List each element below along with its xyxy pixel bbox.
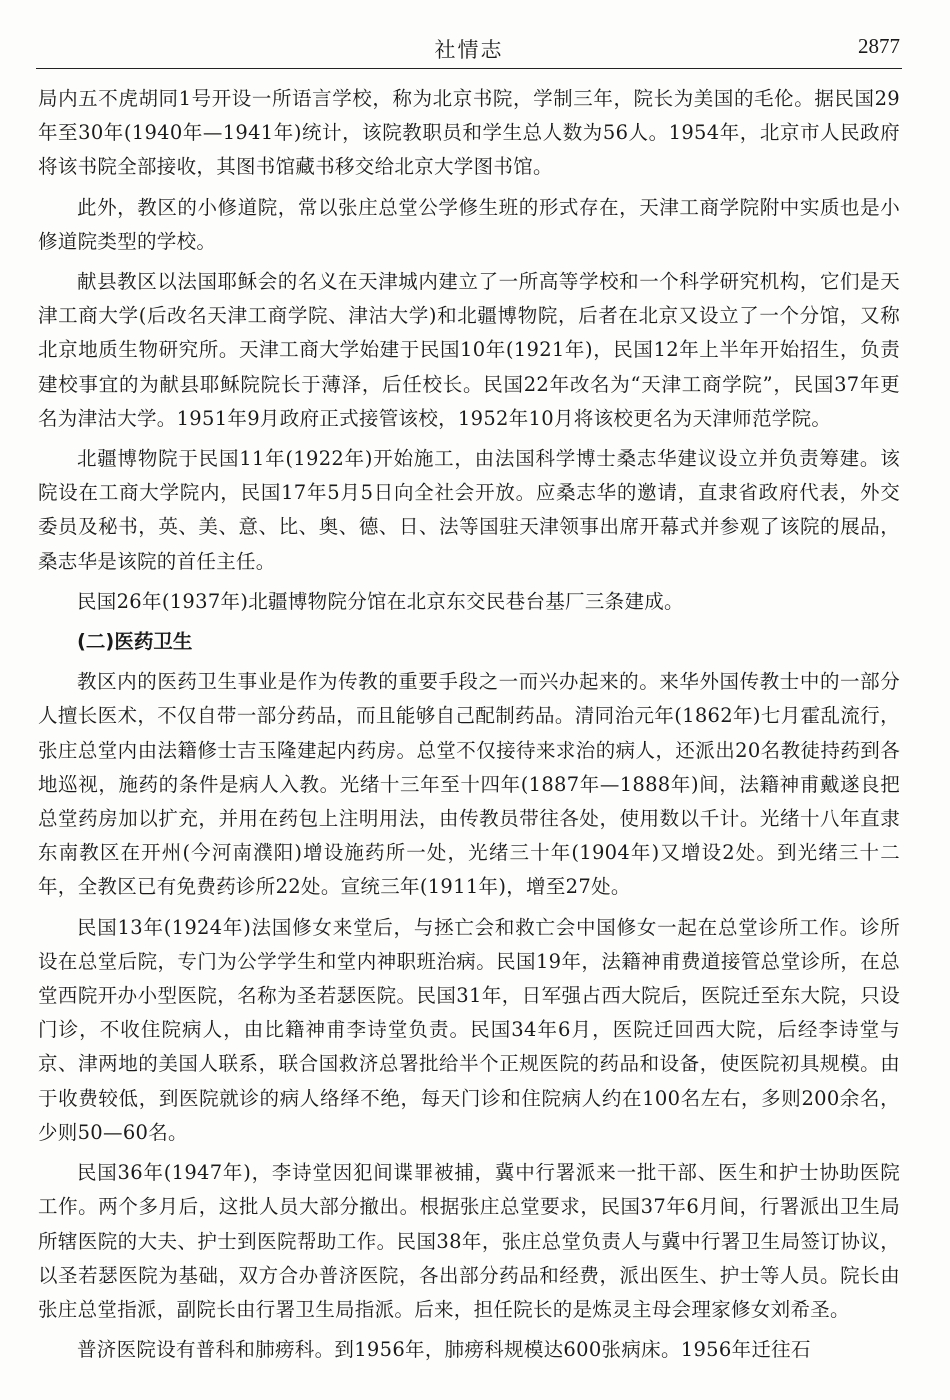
paragraph: 民国26年(1937年)北疆博物院分馆在北京东交民巷台基厂三条建成。	[77, 589, 684, 613]
running-title: 社情志	[434, 38, 504, 62]
paragraph: 此外，教区的小修道院，常以张庄总堂公学修生班的形式存在，天津工商学院附中实质也是小修道院类型的学校。	[38, 195, 900, 253]
page-number: 2877	[858, 34, 900, 58]
section-heading: (二)医药卫生	[77, 630, 193, 654]
paragraph: 局内五不虎胡同1号开设一所语言学校，称为北京书院，学制三年，院长为美国的毛伦。据民国29年至30年(1940年—1941年)统计，该院教职员和学生总人数为56人。1954年，北京市人民政府将该书院全部接收，其图书馆藏书移交给北京大学图书馆。	[38, 87, 900, 179]
paragraph: 北疆博物院于民国11年(1922年)开始施工，由法国科学博士桑志华建议设立并负责筹建。该院设在工商大学院内，民国17年5月5日向全社会开放。应桑志华的邀请，直隶省政府代表，外交委员及秘书，英、美、意、比、奥、德、日、法等国驻天津领事出席开幕式并参观了该院的展品，桑志华是该院的首任主任。	[38, 447, 900, 573]
paragraph: 献县教区以法国耶稣会的名义在天津城内建立了一所高等学校和一个科学研究机构，它们是天津工商大学(后改名天津工商学院、津沽大学)和北疆博物院，后者在北京又设立了一个分馆，又称北京地质生物研究所。天津工商大学始建于民国10年(1921年)，民国12年上半年开始招生，负责建校事宜的为献县耶稣院院长于薄泽，后任校长。民国22年改名为“天津工商学院”，民国37年更名为津沽大学。1951年9月政府正式接管该校，1952年10月将该校更名为天津师范学院。	[38, 270, 900, 430]
paragraph: 教区内的医药卫生事业是作为传教的重要手段之一而兴办起来的。来华外国传教士中的一部分人擅长医术，不仅自带一部分药品，而且能够自己配制药品。清同治元年(1862年)七月霍乱流行，张庄总堂内由法籍修士吉玉隆建起内药房。总堂不仅接待来求治的病人，还派出20名教徒持药到各地巡视，施药的条件是病人入教。光绪十三年至十四年(1887年—1888年)间，法籍神甫戴遂良把总堂药房加以扩充，并用在药包上注明用法，由传教员带往各处，使用数以千计。光绪十八年直隶东南教区在开州(今河南濮阳)增设施药所一处，光绪三十年(1904年)又增设2处。到光绪三十二年，全教区已有免费药诊所22处。宣统三年(1911年)，增至27处。	[38, 670, 900, 899]
page-header	[36, 28, 902, 69]
body-text	[38, 82, 900, 1373]
paragraph: 民国36年(1947年)，李诗堂因犯间谍罪被捕，冀中行署派来一批干部、医生和护士协助医院工作。两个多月后，这批人员大部分撤出。根据张庄总堂要求，民国37年6月间，行署派出卫生局所辖医院的大夫、护士到医院帮助工作。民国38年，张庄总堂负责人与冀中行署卫生局签订协议，以圣若瑟医院为基础，双方合办普济医院，各出部分药品和经费，派出医生、护士等人员。院长由张庄总堂指派，副院长由行署卫生局指派。后来，担任院长的是炼灵主母会理家修女刘希圣。	[38, 1161, 900, 1321]
paragraph: 民国13年(1924年)法国修女来堂后，与拯亡会和救亡会中国修女一起在总堂诊所工作。诊所设在总堂后院，专门为公学学生和堂内神职班治病。民国19年，法籍神甫费道接管总堂诊所，在总堂西院开办小型医院，名称为圣若瑟医院。民国31年，日军强占西大院后，医院迁至东大院，只设门诊，不收住院病人，由比籍神甫李诗堂负责。民国34年6月，医院迁回西大院，后经李诗堂与京、津两地的美国人联系，联合国救济总署批给半个正规医院的药品和设备，使医院初具规模。由于收费较低，到医院就诊的病人络绎不绝，每天门诊和住院病人约在100名左右，多则200余名，少则50—60名。	[38, 915, 900, 1144]
paragraph: 普济医院设有普科和肺痨科。到1956年，肺痨科规模达600张病床。1956年迁往石	[77, 1338, 811, 1362]
